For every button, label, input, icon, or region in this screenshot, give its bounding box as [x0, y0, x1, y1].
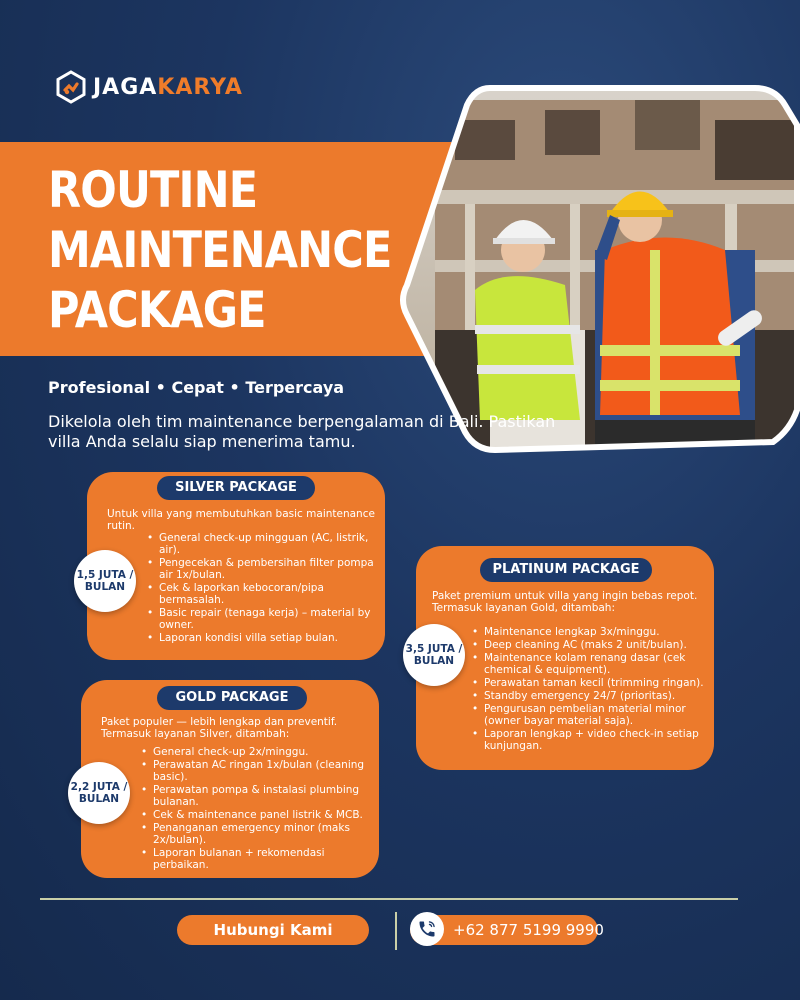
page-title	[48, 160, 409, 340]
contact-button[interactable]: Hubungi Kami	[177, 915, 369, 945]
silver-package-list	[147, 532, 377, 645]
list-item: • General check-up 2x/minggu.	[141, 746, 371, 758]
construction-workers-photo-icon	[395, 80, 800, 455]
list-item: • Standby emergency 24/7 (prioritas).	[472, 690, 708, 702]
silver-price-period: BULAN	[84, 581, 126, 593]
list-item: • Maintenance lengkap 3x/minggu.	[472, 626, 708, 638]
phone-number[interactable]: +62 877 5199 9990	[453, 921, 604, 939]
brand-name-part2: KARYA	[157, 74, 243, 100]
footer-divider	[40, 898, 738, 900]
list-item: • Penanganan emergency minor (maks 2x/bulan).	[141, 822, 371, 846]
silver-price-badge	[74, 550, 136, 612]
list-item: • Pengurusan pembelian material minor (owner bayar material saja).	[472, 703, 708, 727]
silver-package-title: SILVER PACKAGE	[157, 476, 315, 500]
description: Dikelola oleh tim maintenance berpengalaman di Bali. Pastikan villa Anda selalu siap menerima tamu.	[48, 412, 556, 451]
footer-vertical-divider	[395, 912, 397, 950]
list-item: • Pengecekan & pembersihan filter pompa air 1x/bulan.	[147, 557, 377, 581]
title-line-1: ROUTINE	[48, 161, 258, 219]
gold-price-badge	[68, 762, 130, 824]
list-item: • General check-up mingguan (AC, listrik, air).	[147, 532, 377, 556]
list-item: • Perawatan taman kecil (trimming ringan).	[472, 677, 708, 689]
platinum-price-badge	[403, 624, 465, 686]
list-item: • Laporan kondisi villa setiap bulan.	[147, 632, 377, 644]
gold-price-period: BULAN	[78, 793, 120, 805]
tagline: Profesional • Cepat • Terpercaya	[48, 378, 345, 397]
brand-name	[93, 75, 243, 100]
list-item: • Laporan bulanan + rekomendasi perbaikan.	[141, 847, 371, 871]
gold-package-intro: Paket populer — lebih lengkap dan preventif. Termasuk layanan Silver, ditambah:	[101, 716, 338, 740]
list-item: • Perawatan pompa & instalasi plumbing bulanan.	[141, 784, 371, 808]
brand-logo	[55, 70, 243, 104]
silver-package-intro: Untuk villa yang membutuhkan basic maintenance rutin.	[107, 508, 375, 532]
list-item: • Deep cleaning AC (maks 2 unit/bulan).	[472, 639, 708, 651]
gold-price-amount: 2,2 JUTA /	[70, 781, 128, 793]
silver-price-amount: 1,5 JUTA /	[76, 569, 134, 581]
gold-package-title: GOLD PACKAGE	[157, 686, 307, 710]
platinum-package-title: PLATINUM PACKAGE	[480, 558, 652, 582]
list-item: • Basic repair (tenaga kerja) – material by owner.	[147, 607, 377, 631]
platinum-package-list	[472, 626, 708, 753]
brand-name-part1: JAGA	[93, 74, 158, 100]
hexagon-logo-icon	[55, 70, 87, 104]
platinum-package-intro: Paket premium untuk villa yang ingin bebas repot. Termasuk layanan Gold, ditambah:	[432, 590, 698, 614]
platinum-price-period: BULAN	[413, 655, 455, 667]
list-item: • Maintenance kolam renang dasar (cek chemical & equipment).	[472, 652, 708, 676]
list-item: • Perawatan AC ringan 1x/bulan (cleaning basic).	[141, 759, 371, 783]
title-line-3: PACKAGE	[48, 281, 266, 339]
hero-photo	[395, 80, 800, 455]
phone-glyph-icon	[417, 919, 437, 939]
platinum-price-amount: 3,5 JUTA /	[405, 643, 463, 655]
title-line-2: MAINTENANCE	[48, 221, 392, 279]
phone-icon[interactable]	[410, 912, 444, 946]
gold-package-list	[141, 746, 371, 872]
list-item: • Laporan lengkap + video check-in setiap kunjungan.	[472, 728, 708, 752]
list-item: • Cek & laporkan kebocoran/pipa bermasalah.	[147, 582, 377, 606]
list-item: • Cek & maintenance panel listrik & MCB.	[141, 809, 371, 821]
